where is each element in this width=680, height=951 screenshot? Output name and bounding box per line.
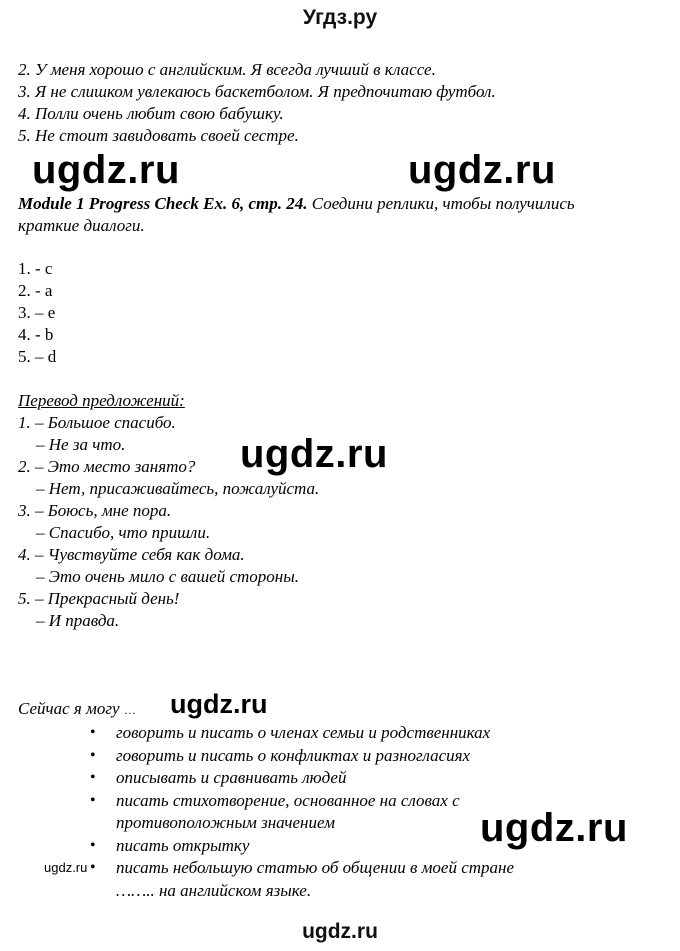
translation-line-4: 4. Полли очень любит свою бабушку. [18,104,284,123]
translation-line-2: 2. У меня хорошо с английским. Я всегда лучший в классе. [18,60,436,79]
dialogue-line: 2. – Это место занято? [18,457,196,476]
skill-text: писать открытку [116,835,250,855]
answer-1: 1. - c [18,259,53,278]
list-item [90,857,514,880]
dialogue-line: – Спасибо, что пришли. [36,523,211,542]
watermark: ugdz.ru [240,432,388,476]
exercise-title [18,193,575,215]
skill-text: говорить и писать о членах семьи и родственниках [116,723,491,742]
now-i-can-dots: … [123,703,136,717]
dialogue-line: – Не за что. [36,435,126,454]
dialogue-line: 1. – Большое спасибо. [18,413,176,432]
answer-5: 5. – d [18,347,57,366]
translation-line-3: 3. Я не слишком увлекаюсь баскетболом. Я предпочитаю футбол. [18,82,496,101]
now-i-can-text: Сейчас я могу [18,699,120,718]
bullet-icon: • [90,836,96,854]
exercise-title-bold: Module 1 Progress Check Ex. 6, стр. 24. [18,194,308,213]
bullet-icon: • [90,746,96,764]
skill-text: описывать и сравнивать людей [116,768,347,787]
list-item [90,835,514,858]
exercise-title-line2: краткие диалоги. [18,216,145,235]
watermark: ugdz.ru [480,806,628,850]
list-item [90,790,514,813]
answer-3: 3. – e [18,303,56,322]
list-item [90,745,514,768]
skills-list [90,722,514,902]
watermark: ugdz.ru [170,689,268,719]
bullet-icon: • [90,859,96,876]
skill-text: противоположным значением [116,813,335,832]
dialogue-line: – Это очень мило с вашей стороны. [36,567,299,586]
dialogue-line: 4. – Чувствуйте себя как дома. [18,545,245,564]
bullet-icon: • [90,791,96,809]
list-item-continuation [90,880,514,903]
dialogue-line: 3. – Боюсь, мне пора. [18,501,172,520]
watermark: ugdz.ru [408,148,556,192]
site-footer: ugdz.ru [302,920,378,943]
list-item [90,722,514,745]
list-item-continuation [90,812,514,835]
exercise-title-rest: Соедини реплики, чтобы получились [307,194,575,213]
bullet-icon: • [90,724,96,741]
skill-text: говорить и писать о конфликтах и разногласиях [116,745,471,765]
now-i-can-intro [18,698,136,721]
watermark-small: ugdz.ru [44,860,88,875]
skill-text: …….. на английском языке. [116,880,312,900]
translation-line-5: 5. Не стоит завидовать своей сестре. [18,126,299,145]
dialogue-line: 5. – Прекрасный день! [18,589,180,608]
list-item [90,767,514,790]
dialogue-line: – Нет, присаживайтесь, пожалуйста. [36,479,320,498]
dialogue-line: – И правда. [36,611,120,630]
answer-4: 4. - b [18,325,54,344]
skill-text: писать стихотворение, основанное на словах с [116,790,460,810]
skill-text: писать небольшую статью об общении в моей стране [116,858,515,877]
translation-heading: Перевод предложений: [18,391,185,410]
site-header: Угдз.ру [302,6,378,29]
bullet-icon: • [90,769,96,786]
watermark: ugdz.ru [32,148,180,192]
answer-2: 2. - a [18,281,53,300]
